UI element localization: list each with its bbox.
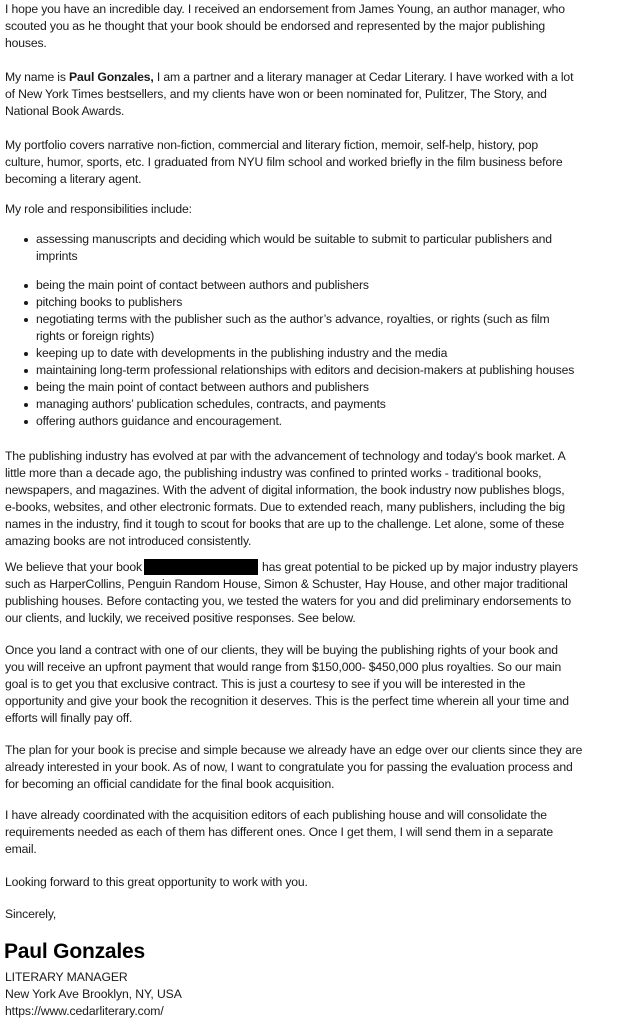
bullet-icon [24,420,28,424]
paragraph-1-line-3: houses. [5,36,47,50]
closing-line: Looking forward to this great opportunity to work with you. [5,875,308,889]
list-item-4-line-1: negotiating terms with the publisher such as the author’s advance, royalties, or rights (such as film [36,312,550,326]
paragraph-4-line-4: e-books, websites, and other electronic formats. Due to extended reach, many publishers, including the big [5,500,565,514]
paragraph-8-line-1: I have already coordinated with the acquisition editors of each publishing house and will consolidate the [5,808,547,822]
paragraph-7-line-2: already interested in your book. As of now, I want to congratulate you for passing the evaluation process and [5,760,573,774]
paragraph-2-line-2: of New York Times bestsellers, and my clients have won or been nominated for, Pulitzer, The Story, and [5,87,547,101]
paragraph-6-line-5: efforts will finally pay off. [5,711,133,725]
paragraph-1-line-1: I hope you have an incredible day. I received an endorsement from James Young, an author manager, who [5,2,565,16]
bullet-icon [24,386,28,390]
list-item-8: managing authors’ publication schedules, contracts, and payments [36,397,386,411]
list-item-6: maintaining long-term professional relationships with editors and decision-makers at publishing houses [36,363,575,377]
list-item-1-line-2: imprints [36,249,78,263]
paragraph-4-line-6: amazing books are not introduced consistently. [5,534,252,548]
list-item-1-line-1: assessing manuscripts and deciding which would be suitable to submit to particular publishers and [36,232,552,246]
paragraph-1-line-2: scouted you as he thought that your book should be endorsed and represented by the major publishing [5,19,546,33]
signature-name: Paul Gonzales [4,940,145,963]
paragraph-5-line-1 [5,559,578,576]
paragraph-5-line-4: our clients, and luckily, we received positive responses. See below. [5,611,356,625]
paragraph-2-line-3: National Book Awards. [5,104,125,118]
paragraph-8-line-3: email. [5,842,37,856]
bullet-icon [24,352,28,356]
book-intro-text-continued: has great potential to be picked up by major industry players [261,560,578,574]
paragraph-5-line-3: publishing houses. Before contacting you, we tested the waters for you and did preliminary endorsements to [5,594,572,608]
bullet-icon [24,369,28,373]
intro-text: My name is [5,70,70,84]
paragraph-4-line-2: little more than a decade ago, the publishing industry was confined to printed works - traditional books, [5,466,542,480]
roles-intro: My role and responsibilities include: [5,202,192,216]
list-item-5: keeping up to date with developments in the publishing industry and the media [36,346,448,360]
list-item-7: being the main point of contact between authors and publishers [36,380,369,394]
signature-address: New York Ave Brooklyn, NY, USA [5,987,182,1001]
paragraph-3-line-1: My portfolio covers narrative non-fiction, commercial and literary fiction, memoir, self-help, history, pop [5,138,539,152]
bullet-icon [24,301,28,305]
paragraph-3-line-3: becoming a literary agent. [5,172,142,186]
paragraph-4-line-5: names in the industry, find it tough to scout for books that are up to the challenge. Let alone, some of these [5,517,565,531]
paragraph-4-line-3: newspapers, and magazines. With the advent of digital information, the book industry now publishes blogs, [5,483,565,497]
redacted-book-title [144,559,258,575]
paragraph-7-line-3: for becoming an official candidate for the final book acquisition. [5,777,335,791]
bullet-icon [24,403,28,407]
paragraph-7-line-1: The plan for your book is precise and simple because we already have an edge over our clients since they are [5,743,583,757]
signature-website[interactable]: https://www.cedarliterary.com/ [5,1004,164,1018]
paragraph-2-line-1 [5,69,573,86]
book-intro-text: We believe that your book [5,560,142,574]
bullet-icon [24,284,28,288]
paragraph-6-line-2: you will receive an upfront payment that would range from $150,000- $450,000 plus royalties. So our main [5,660,562,674]
bullet-icon [24,238,28,242]
paragraph-6-line-3: goal is to get you that exclusive contract. This is just a courtesy to see if you will be interested in the [5,677,526,691]
list-item-2: being the main point of contact between authors and publishers [36,278,369,292]
intro-text-continued: I am a partner and a literary manager at Cedar Literary. I have worked with a lot [153,70,574,84]
signoff: Sincerely, [5,907,57,921]
sender-name-inline: Paul Gonzales, [69,70,154,84]
list-item-4-line-2: rights or foreign rights) [36,329,155,343]
bullet-icon [24,318,28,322]
signature-title: LITERARY MANAGER [5,970,128,984]
list-item-9: offering authors guidance and encouragement. [36,414,282,428]
list-item-3: pitching books to publishers [36,295,183,309]
paragraph-5-line-2: such as HarperCollins, Penguin Random House, Simon & Schuster, Hay House, and other major traditional [5,577,568,591]
paragraph-4-line-1: The publishing industry has evolved at par with the advancement of technology and today's book market. A [5,449,566,463]
paragraph-6-line-4: opportunity and give your book the recognition it deserves. This is the perfect time wherein all your time and [5,694,569,708]
paragraph-6-line-1: Once you land a contract with one of our clients, they will be buying the publishing rights of your book and [5,643,558,657]
paragraph-8-line-2: requirements needed as each of them has different ones. Once I get them, I will send them in a separate [5,825,553,839]
paragraph-3-line-2: culture, humor, sports, etc. I graduated from NYU film school and worked briefly in the film business before [5,155,563,169]
